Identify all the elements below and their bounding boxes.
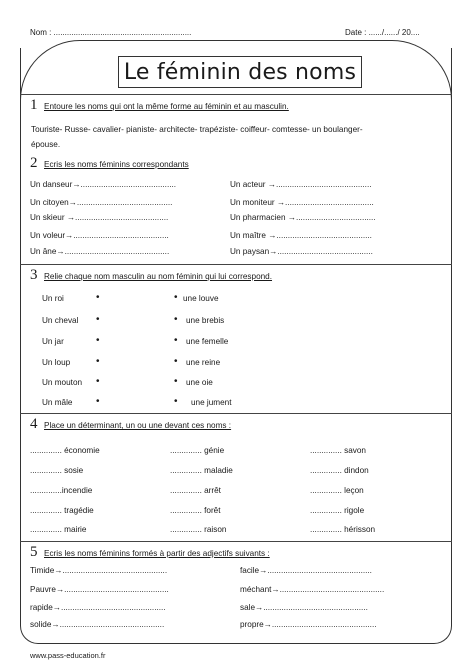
section-divider (20, 413, 452, 414)
match-dot[interactable]: • (96, 376, 100, 387)
section3-feminine-noun: une brebis (186, 316, 225, 325)
match-dot[interactable]: • (174, 396, 178, 407)
section4-noun: .............. rigole (310, 506, 365, 515)
section3-masculine-noun: Un cheval (42, 316, 79, 325)
section-divider (20, 264, 452, 265)
name-field-label: Nom : .............................................................. (30, 28, 192, 37)
section5-adjective: rapide→.............................................. (30, 603, 166, 612)
section-divider (20, 541, 452, 542)
section2-left-item: Un voleur→.......................................... (30, 231, 169, 240)
section5-instruction: Ecris les noms féminins formés à partir des adjectifs suivants : (44, 549, 270, 558)
section2-instruction: Ecris les noms féminins correspondants (44, 160, 189, 169)
section5-number: 5 (30, 544, 38, 560)
match-dot[interactable]: • (174, 356, 178, 367)
match-dot[interactable]: • (174, 335, 178, 346)
section3-masculine-noun: Un mouton (42, 378, 83, 387)
section5-adjective: facile→.............................................. (240, 566, 372, 575)
section3-feminine-noun: une jument (191, 398, 232, 407)
section3-feminine-noun: une oie (186, 378, 213, 387)
match-dot[interactable]: • (96, 314, 100, 325)
page-title: Le féminin des noms (118, 56, 362, 88)
section3-feminine-noun: une louve (183, 294, 219, 303)
section4-noun: .............. savon (310, 446, 366, 455)
section1-word-list-cont: épouse. (31, 140, 61, 149)
section2-right-item: Un maître →.......................................... (230, 231, 372, 240)
section1-number: 1 (30, 97, 38, 113)
section4-noun: .............. maladie (170, 466, 233, 475)
section5-adjective: Pauvre→.............................................. (30, 585, 169, 594)
section4-noun: .............. arrêt (170, 486, 221, 495)
section3-masculine-noun: Un mâle (42, 398, 73, 407)
section4-noun: .............. raison (170, 525, 227, 534)
section3-masculine-noun: Un jar (42, 337, 64, 346)
section2-right-item: Un paysan→.......................................... (230, 247, 373, 256)
section1-word-list: Touriste- Russe- cavalier- pianiste- architecte- trapéziste- coiffeur- comtesse- un boulanger- (31, 125, 363, 134)
section4-noun: .............. mairie (30, 525, 87, 534)
section2-right-item: Un acteur →.......................................... (230, 180, 372, 189)
section4-noun: .............. tragédie (30, 506, 94, 515)
section5-adjective: solide→.............................................. (30, 620, 165, 629)
section2-left-item: Un citoyen→.......................................... (30, 198, 173, 207)
section4-number: 4 (30, 416, 38, 432)
section2-left-item: Un skieur →......................................... (30, 213, 169, 222)
match-dot[interactable]: • (96, 335, 100, 346)
section3-feminine-noun: une femelle (186, 337, 229, 346)
match-dot[interactable]: • (96, 396, 100, 407)
section-divider (20, 94, 452, 95)
match-dot[interactable]: • (174, 376, 178, 387)
section2-right-item: Un pharmacien →................................... (230, 213, 376, 222)
section4-noun: ..............incendie (30, 486, 93, 495)
section3-masculine-noun: Un roi (42, 294, 64, 303)
section5-adjective: propre→.............................................. (240, 620, 377, 629)
match-dot[interactable]: • (174, 314, 178, 325)
section3-number: 3 (30, 267, 38, 283)
section2-left-item: Un âne→.............................................. (30, 247, 170, 256)
footer-url: www.pass-education.fr (30, 651, 106, 660)
section2-left-item: Un danseur→.......................................... (30, 180, 177, 189)
section3-masculine-noun: Un loup (42, 358, 71, 367)
section2-right-item: Un moniteur →....................................... (230, 198, 374, 207)
section5-adjective: méchant→.............................................. (240, 585, 385, 594)
section3-feminine-noun: une reine (186, 358, 221, 367)
section4-noun: .............. dindon (310, 466, 369, 475)
section5-adjective: Timide→.............................................. (30, 566, 168, 575)
date-field-label: Date : ....../....../ 20.... (345, 28, 420, 37)
match-dot[interactable]: • (174, 292, 178, 303)
section4-instruction: Place un déterminant, un ou une devant ces noms : (44, 421, 232, 430)
match-dot[interactable]: • (96, 356, 100, 367)
section4-noun: .............. sosie (30, 466, 84, 475)
section4-noun: .............. économie (30, 446, 100, 455)
section5-adjective: sale→.............................................. (240, 603, 368, 612)
section4-noun: .............. génie (170, 446, 225, 455)
section3-instruction: Relie chaque nom masculin au nom féminin qui lui correspond. (44, 272, 273, 281)
section4-noun: .............. leçon (310, 486, 364, 495)
section4-noun: .............. forêt (170, 506, 221, 515)
match-dot[interactable]: • (96, 292, 100, 303)
section2-number: 2 (30, 155, 38, 171)
section4-noun: .............. hérisson (310, 525, 376, 534)
section1-instruction: Entoure les noms qui ont la même forme au féminin et au masculin. (44, 102, 289, 111)
